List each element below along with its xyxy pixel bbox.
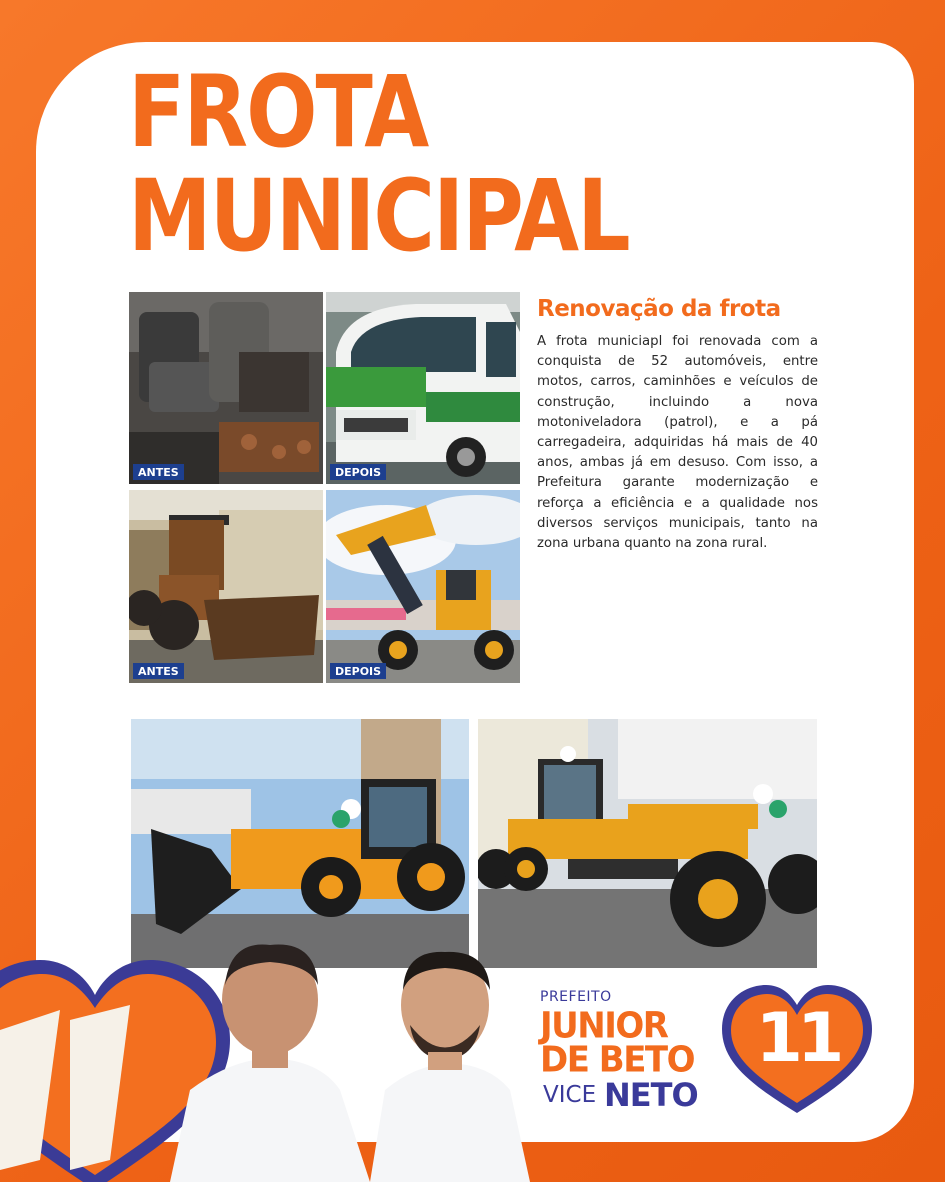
before-tag: ANTES [133,464,184,480]
candidate-name-line2: DE BETO [540,1038,695,1081]
after-tag: DEPOIS [330,464,386,480]
vice-label: VICE [543,1082,597,1108]
photo-van-after [326,292,520,484]
page-title-line1: FROTA [128,53,428,170]
photo-van-before [129,292,323,484]
candidate-name-line1: JUNIOR [540,1004,668,1047]
prefeito-label: PREFEITO [540,989,612,1005]
photo-backhoe [131,719,469,968]
photo-grader [478,719,817,968]
before-tag-2: ANTES [133,663,184,679]
after-tag-2: DEPOIS [330,663,386,679]
page-title-line2: MUNICIPAL [128,157,629,274]
photo-loader-after [326,490,520,683]
article-body: A frota municiapl foi renovada com a conquista de 52 automóveis, entre motos, carros, caminhões e veículos de construção, incluindo a nova motoniveladora (patrol), e a pá carregadeira, adquiridas há mais de 40 anos, ambas já em desuso. Com isso, a Prefeitura garante modernização e reforça a eficiência e a qualidade nos diversos serviços municipais, tanto na zona urbana quanto na zona rural. [537,334,818,552]
article-subtitle: Renovação da frota [537,296,781,322]
vice-name: NETO [604,1076,698,1114]
photo-loader-before [129,490,323,683]
candidate-number: 11 [755,999,839,1078]
candidates-photo [170,940,580,1182]
